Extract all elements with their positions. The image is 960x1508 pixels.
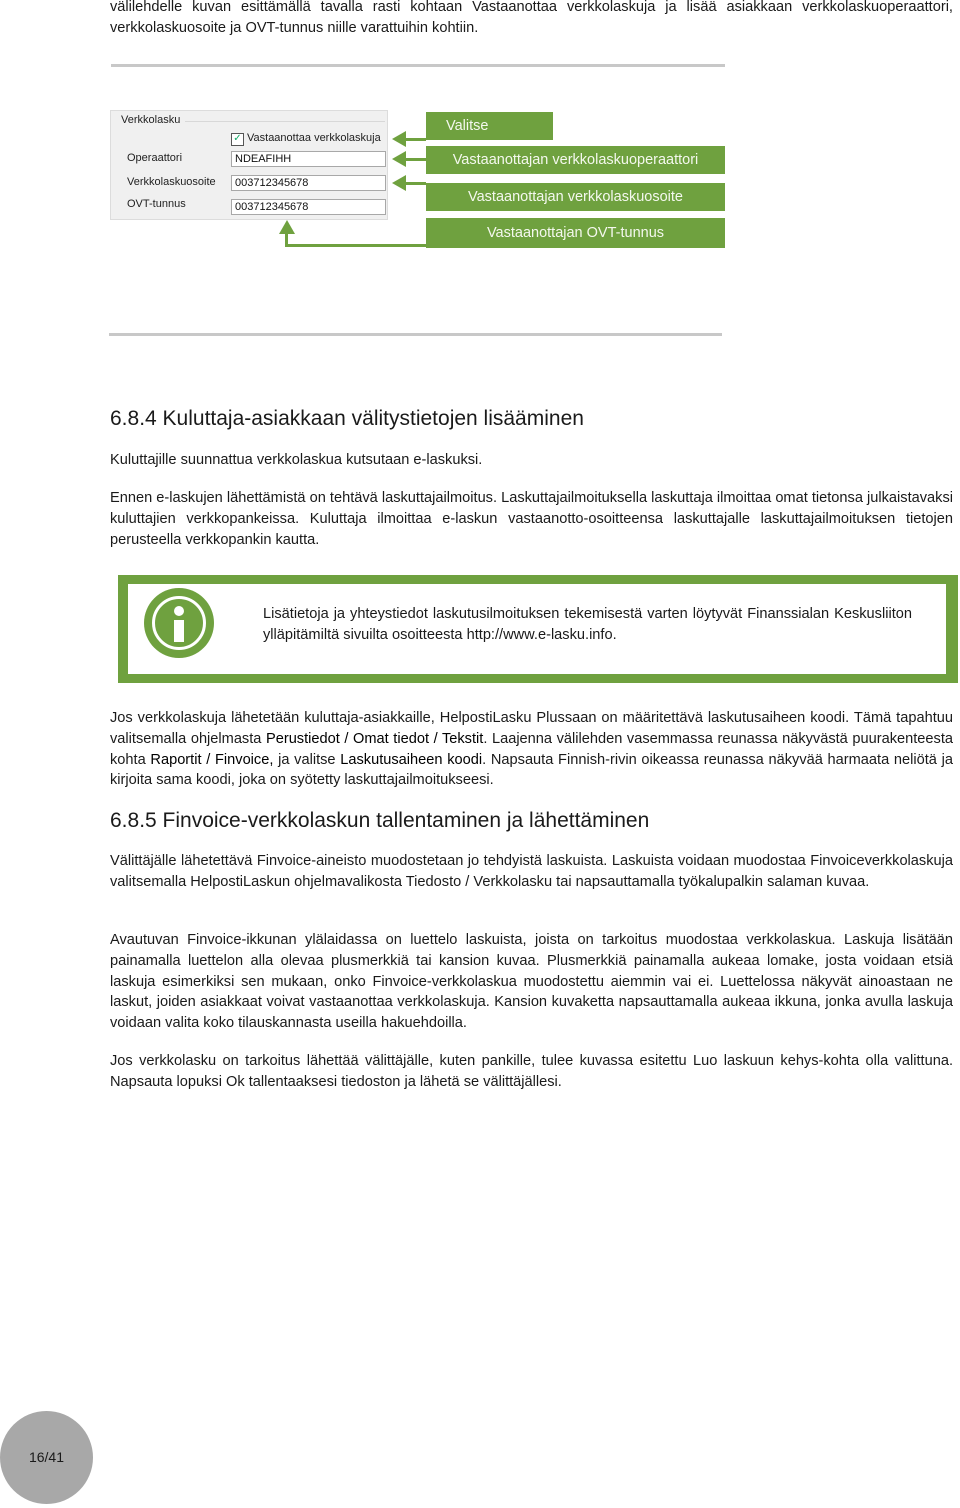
checkbox-label: Vastaanottaa verkkolaskuja [247,132,381,144]
paragraph-e-lasku: Kuluttajille suunnattua verkkolaskua kutsutaan e-laskuksi. [110,452,483,468]
menu-path-raportit: Raportit / Finvoice, [150,751,274,768]
paragraph-finvoice-ikkuna: Avautuvan Finvoice-ikkunan ylälaidassa on luettelo laskuista, joista on tarkoitus muodostaa verkkolaskua. Laskuja lisätään painamalla luettelon alla olevaa plusmerkkiä tai kansion kuvaa. Plusmerkkiä painamalla aukeaa lomake, josta voidaan etsiä laskuja esimerkiksi sen mukaan, onko Finvoice-verkkolaskua muodostettu aiemmin vai ei. Luettelossa näkyvät ainoastaan ne laskut, joiden asiakkaat voivat vastaanottaa verkkolaskuja. Kansion kuvaketta napsauttamalla aukeaa ikkuna, jonka avulla laskuja voidaan valita koko tilauskannasta useilla hakuehdoilla. [110,932,953,1032]
info-icon [144,588,214,658]
callout-valitse: Valitse [426,112,553,140]
verkkolaskuosoite-field[interactable]: 003712345678 [231,175,386,191]
heading-685: 6.8.5 Finvoice-verkkolaskun tallentaminen ja lähettäminen [110,809,650,832]
heading-684: 6.8.4 Kuluttaja-asiakkaan välitystietojen lisääminen [110,407,584,430]
page-number-badge [0,1411,93,1504]
intro-paragraph: välilehdelle kuvan esittämällä tavalla rasti kohtaan Vastaanottaa verkkolaskuja ja lisää asiakkaan verkkolaskuoperaattori, verkkolaskuosoite ja OVT-tunnus niille varattuihin kohtiin. [110,0,953,36]
menu-path-laskutusaihe: Laskutusaiheen koodi [340,751,483,768]
paragraph-luo-laskuun: Jos verkkolasku on tarkoitus lähettää välittäjälle, kuten pankille, tulee kuvassa esitettu Luo laskuun kehys-kohta olla valittuna. Napsauta lopuksi Ok tallentaaksesi tiedoston ja lähetä se välittäjällesi. [110,1053,953,1090]
divider-top [111,64,725,67]
menu-path-perustiedot: Perustiedot / Omat tiedot / Tekstit [265,730,484,747]
callout-operaattori: Vastaanottajan verkkolaskuoperaattori [426,146,725,174]
arrow-up-icon [279,220,295,234]
arrow-line [285,244,426,247]
settings-screenshot [110,110,388,220]
paragraph-laskutusaihe: Jos verkkolaskuja lähetetään kuluttaja-asiakkaille, HelpostiLasku Plussaan on määritettävä laskutusaiheen koodi. Tämä tapahtuu valitsemalla ohjelmasta Perustiedot / Omat tiedot / Tekstit. Laajenna välilehden vasemmassa reunassa näkyvästä puurakenteesta kohta Raportit / Finvoice, ja valitse Laskutusaiheen koodi. Napsauta Finnish-rivin oikeassa reunassa näkyvää harmaata neliötä ja kirjoita sama koodi, joka on syötetty laskuttajailmoitukseesi. [110,710,953,789]
paragraph-finvoice-aineisto: Välittäjälle lähetettävä Finvoice-aineisto muodostetaan jo tehdyistä laskuista. Laskuista voidaan muodostaa Finvoiceverkkolaskuja valitsemalla HelpostiLaskun ohjelmavalikosta Tiedosto / Verkkolasku tai napsauttamalla työkalupalkin salaman kuvaa. [110,853,953,890]
checkbox-vastaanottaa[interactable]: ✓ [231,133,244,146]
arrow-left-icon [392,151,406,167]
operaattori-label: Operaattori [127,152,183,164]
callout-osoite: Vastaanottajan verkkolaskuosoite [426,183,725,211]
arrow-line [404,182,426,185]
operaattori-field[interactable]: NDEAFIHH [231,151,386,167]
arrow-line [404,158,426,161]
callout-ovt: Vastaanottajan OVT-tunnus [426,218,725,248]
page-number: 16/41 [28,1449,65,1465]
paragraph-laskuttajailmoitus: Ennen e-laskujen lähettämistä on tehtävä laskuttajailmoitus. Laskuttajailmoituksella laskuttaja ilmoittaa omat tietonsa julkaistavaksi kuluttajien verkkopankeissa. Kuluttaja ilmoittaa e-laskun vastaanotto-osoitteensa laskuttajalle laskuttajailmoituksen tietojen perusteella verkkopankin kautta. [110,490,953,548]
arrow-line [285,232,288,247]
ovt-tunnus-label: OVT-tunnus [127,198,186,210]
group-line [185,121,385,122]
ovt-tunnus-field[interactable]: 003712345678 [231,199,386,215]
arrow-left-icon [392,131,406,147]
arrow-left-icon [392,175,406,191]
arrow-line [404,138,426,141]
divider-bottom [109,333,722,336]
info-text: Lisätietoja ja yhteystiedot laskutusilmoituksen tekemisestä varten löytyvät Finanssialan Keskusliiton ylläpitämiltä sivuilta osoitteesta http://www.e-lasku.info. [263,606,912,643]
group-title: Verkkolasku [121,114,181,126]
verkkolaskuosoite-label: Verkkolaskuosoite [127,176,216,188]
